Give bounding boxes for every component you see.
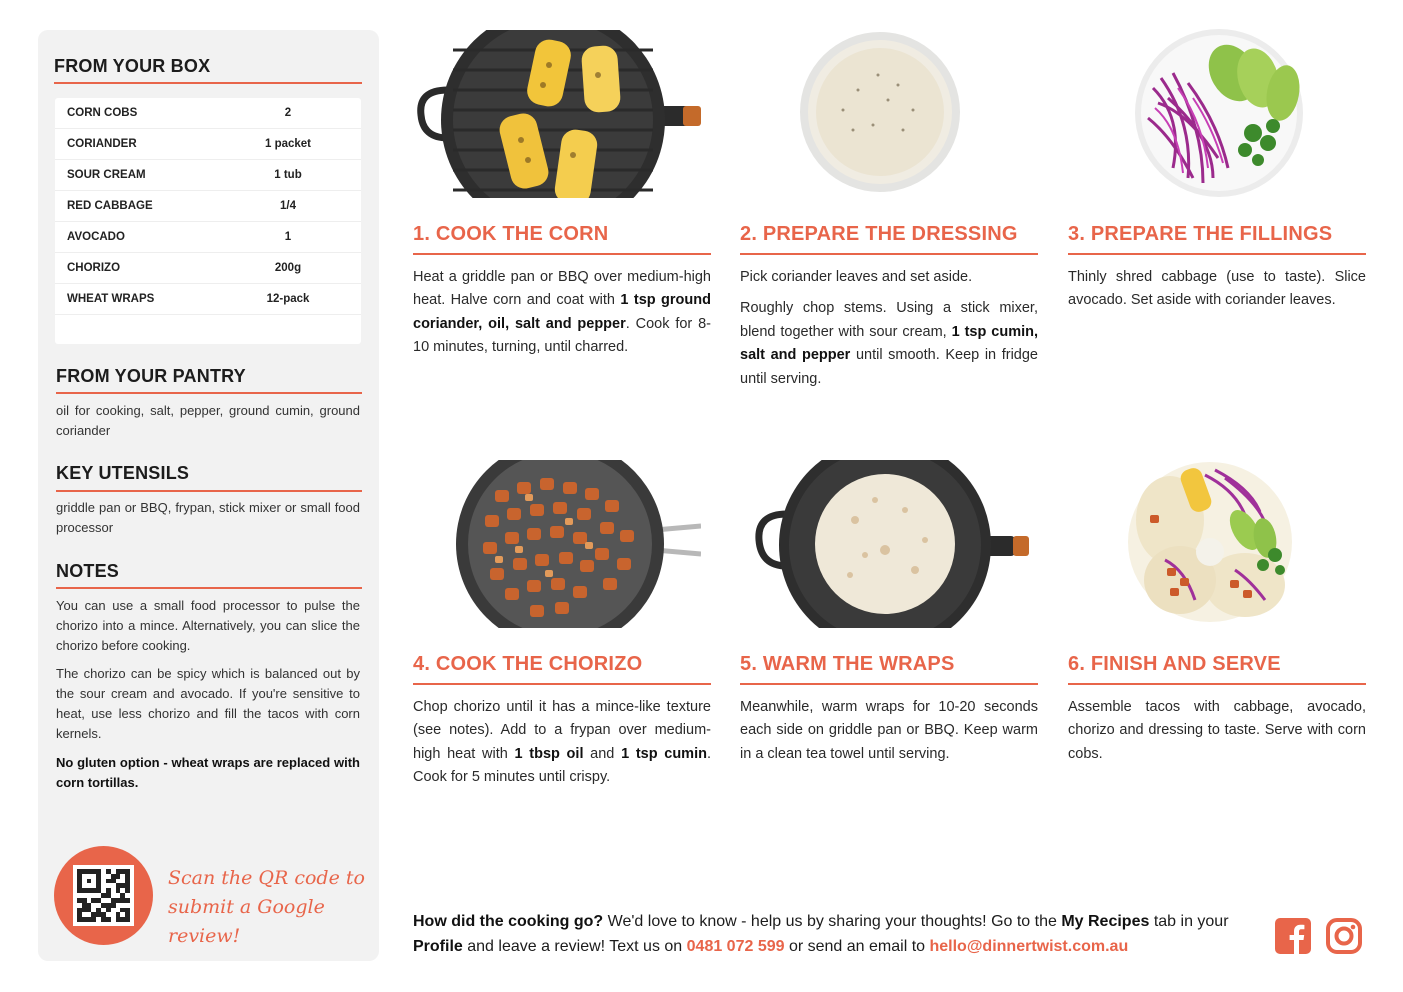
notes-heading: NOTES	[56, 561, 120, 581]
ingredient-qty: 1 tub	[274, 169, 302, 181]
qr-code[interactable]	[73, 865, 134, 926]
step-2-body: Pick coriander leaves and set aside. Roughly chop stems. Using a stick mixer, blend together with sour cream, 1 tsp cumin, salt and pepper until smooth. Keep in fridge until serving.	[740, 269, 1038, 387]
table-row	[55, 191, 361, 222]
wrap-griddle-photo	[755, 460, 1030, 628]
step-3-title: 3. PREPARE THE FILLINGS	[1068, 223, 1333, 245]
divider	[413, 253, 711, 255]
ingredient-qty: 1	[284, 231, 292, 243]
divider	[56, 490, 362, 492]
ingredient-name: CORIANDER	[67, 138, 137, 150]
utensils-heading: KEY UTENSILS	[56, 463, 190, 483]
step-1-body: Heat a griddle pan or BBQ over medium-high heat. Halve corn and coat with 1 tsp ground coriander, oil, salt and pepper. Cook for 8-10 minutes, turning, until charred.	[413, 269, 711, 356]
facebook-icon[interactable]	[1275, 918, 1311, 954]
step-4-body: Chop chorizo until it has a mince-like texture (see notes). Add to a frypan over medium-high heat with 1 tbsp oil and 1 tsp cumin. Cook for 5 minutes until crispy.	[413, 699, 711, 786]
step-1-title: 1. COOK THE CORN	[413, 223, 609, 245]
divider	[1068, 253, 1366, 255]
step-3-body: Thinly shred cabbage (use to taste). Slice avocado. Set aside with coriander leaves.	[1068, 269, 1366, 309]
ingredient-name: CHORIZO	[67, 262, 121, 274]
pantry-text: oil for cooking, salt, pepper, ground cumin, ground coriander	[56, 403, 360, 438]
ingredient-name: AVOCADO	[67, 231, 125, 243]
step-6-body: Assemble tacos with cabbage, avocado, chorizo and dressing to taste. Serve with corn cobs.	[1068, 699, 1366, 762]
table-row	[55, 284, 361, 315]
email-link[interactable]: hello@dinnertwist.com.au	[929, 938, 1129, 955]
notes-paragraph: You can use a small food processor to pulse the chorizo into a mince. Alternatively, you can slice the chorizo before cooking.	[56, 598, 360, 653]
divider	[56, 587, 362, 589]
divider	[54, 82, 362, 84]
table-row	[55, 253, 361, 284]
table-row	[55, 129, 361, 160]
table-row	[55, 160, 361, 191]
qr-badge	[54, 846, 153, 945]
fillings-plate-photo	[1133, 28, 1305, 198]
divider	[740, 683, 1038, 685]
divider	[56, 392, 362, 394]
step-2-title: 2. PREPARE THE DRESSING	[740, 223, 1018, 245]
utensils-text: griddle pan or BBQ, frypan, stick mixer or small food processor	[56, 500, 360, 535]
divider	[413, 683, 711, 685]
step-5-title: 5. WARM THE WRAPS	[740, 653, 955, 675]
step-5-body: Meanwhile, warm wraps for 10-20 seconds each side on griddle pan or BBQ. Keep warm in a clean tea towel until serving.	[740, 699, 1038, 762]
ingredients-sidebar	[38, 30, 379, 961]
review-footer: How did the cooking go? We'd love to know - help us by sharing your thoughts! Go to the My Recipes tab in your Profile and leave a review! Text us on 0481 072 599 or send an email to hello@dinnertwist.com.au	[413, 913, 1229, 955]
ingredient-qty: 1/4	[280, 200, 296, 212]
ingredient-qty: 200g	[274, 262, 302, 274]
ingredient-name: RED CABBAGE	[67, 200, 153, 212]
divider	[1068, 683, 1366, 685]
table-row	[55, 98, 361, 129]
notes-paragraph: The chorizo can be spicy which is balanced out by the sour cream and avocado. If you're sensitive to heat, use less chorizo and fill the tacos with corn kernels.	[56, 666, 360, 741]
step-4-title: 4. COOK THE CHORIZO	[413, 653, 643, 675]
corn-griddle-photo	[413, 30, 703, 198]
tacos-plate-photo	[1125, 460, 1295, 625]
ingredient-qty: 1 packet	[264, 138, 312, 150]
ingredient-name: CORN COBS	[67, 107, 138, 119]
ingredient-qty: 12-pack	[266, 293, 310, 305]
phone-link[interactable]: 0481 072 599	[686, 938, 785, 955]
ingredient-name: SOUR CREAM	[67, 169, 146, 181]
step-6-title: 6. FINISH AND SERVE	[1068, 653, 1281, 675]
instagram-icon[interactable]	[1326, 918, 1362, 954]
ingredients-table	[55, 98, 361, 344]
table-row	[55, 222, 361, 253]
divider	[740, 253, 1038, 255]
pantry-heading: FROM YOUR PANTRY	[56, 366, 246, 386]
no-gluten-note: No gluten option - wheat wraps are replaced with corn tortillas.	[56, 755, 360, 790]
chorizo-frypan-photo	[455, 460, 701, 628]
dressing-bowl-photo	[798, 30, 963, 195]
ingredient-name: WHEAT WRAPS	[67, 293, 155, 305]
from-your-box-heading: FROM YOUR BOX	[54, 56, 211, 76]
ingredient-qty: 2	[284, 107, 292, 119]
qr-caption: Scan the QR code to submit a Google review!	[168, 867, 365, 947]
